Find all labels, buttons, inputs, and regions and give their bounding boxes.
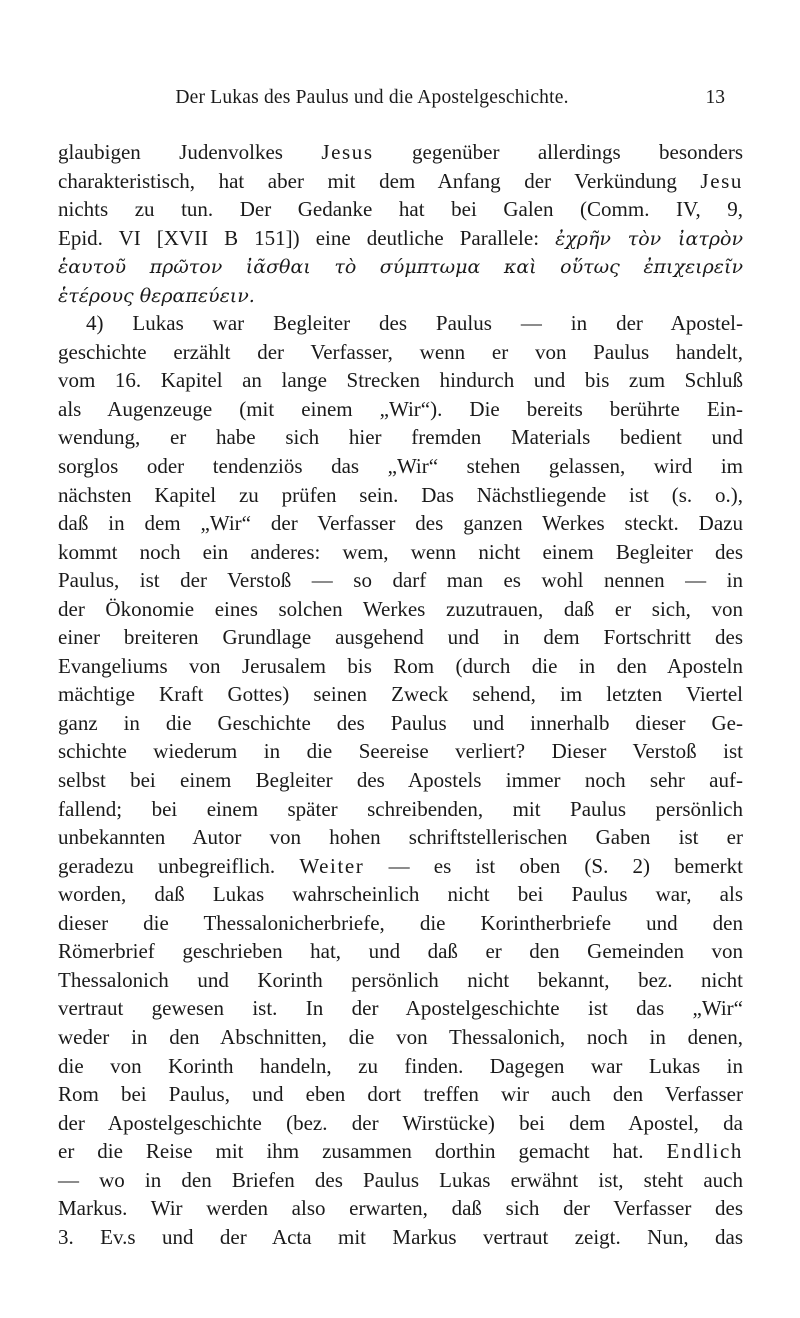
text-line: wendung, er habe sich hier fremden Materials bedient und bbox=[58, 425, 743, 450]
text-line: ἑαυτοῦ πρῶτον ἰᾶσθαι τὸ σύμπτωμα καὶ οὕτως ἐπιχειρεῖν bbox=[58, 256, 743, 279]
text-line: Evangeliums von Jerusalem bis Rom (durch die in den Aposteln bbox=[58, 653, 743, 678]
text-line: glaubigen Judenvolkes Jesus gegenüber allerdings besonders bbox=[58, 140, 743, 164]
text-line: vom 16. Kapitel an lange Strecken hindurch und bis zum Schluß bbox=[58, 368, 743, 393]
text-line: 3. Ev.s und der Acta mit Markus vertraut zeigt. Nun, das bbox=[58, 1224, 743, 1249]
text-line: ganz in die Geschichte des Paulus und innerhalb dieser Ge- bbox=[58, 710, 743, 735]
text-line: vertraut gewesen ist. In der Apostelgeschichte ist das „Wir“ bbox=[58, 996, 743, 1021]
text-line: die von Korinth handeln, zu finden. Dagegen war Lukas in bbox=[58, 1053, 743, 1078]
body-text bbox=[58, 138, 743, 1251]
text-line: Rom bei Paulus, und eben dort treffen wir auch den Verfasser bbox=[58, 1082, 743, 1107]
text-line: fallend; bei einem später schreibenden, mit Paulus persönlich bbox=[58, 796, 743, 821]
text-line: dieser die Thessalonicherbriefe, die Korintherbriefe und den bbox=[58, 910, 743, 935]
text-line: weder in den Abschnitten, die von Thessalonich, noch in denen, bbox=[58, 1024, 743, 1049]
text-line: geradezu unbegreiflich. Weiter — es ist oben (S. 2) bemerkt bbox=[58, 853, 744, 878]
text-line: 4) Lukas war Begleiter des Paulus — in der Apostel- bbox=[86, 311, 743, 336]
page-number: 13 bbox=[705, 87, 725, 108]
text-line: er die Reise mit ihm zusammen dorthin gemacht hat. Endlich bbox=[58, 1139, 743, 1164]
text-line: kommt noch ein anderes: wem, wenn nicht einem Begleiter des bbox=[58, 539, 743, 564]
text-line: Römerbrief geschrieben hat, und daß er den Gemeinden von bbox=[58, 939, 743, 964]
text-line: schichte wiederum in die Seereise verliert? Dieser Verstoß ist bbox=[58, 739, 743, 764]
text-line: ἑτέρους θεραπεύειν. bbox=[58, 284, 255, 307]
text-line: nichts zu tun. Der Gedanke hat bei Galen (Comm. IV, 9, bbox=[58, 197, 743, 222]
running-head bbox=[0, 87, 800, 117]
text-line: unbekannten Autor von hohen schriftstellerischen Gaben ist er bbox=[58, 825, 743, 850]
running-title: Der Lukas des Paulus und die Apostelgeschichte. bbox=[175, 87, 569, 108]
text-line: Paulus, ist der Verstoß — so darf man es wohl nennen — in bbox=[58, 568, 743, 593]
text-line: charakteristisch, hat aber mit dem Anfang der Verkündung Jesu bbox=[58, 168, 743, 193]
text-line: der Apostelgeschichte (bez. der Wirstücke) bei dem Apostel, da bbox=[58, 1110, 743, 1135]
text-line: einer breiteren Grundlage ausgehend und in dem Fortschritt des bbox=[58, 625, 743, 650]
text-line: sorglos oder tendenziös das „Wir“ stehen gelassen, wird im bbox=[58, 454, 743, 479]
text-line: — wo in den Briefen des Paulus Lukas erwähnt ist, steht auch bbox=[58, 1167, 743, 1192]
text-line: selbst bei einem Begleiter des Apostels immer noch sehr auf- bbox=[58, 768, 743, 793]
text-line: Markus. Wir werden also erwarten, daß sich der Verfasser des bbox=[58, 1196, 743, 1221]
text-line: geschichte erzählt der Verfasser, wenn er von Paulus handelt, bbox=[58, 339, 743, 364]
text-line: mächtige Kraft Gottes) seinen Zweck sehend, im letzten Viertel bbox=[58, 682, 743, 707]
text-line: Epid. VI [XVII B 151]) eine deutliche Parallele: ἐχρῆν τὸν ἰατρὸν bbox=[58, 225, 744, 250]
text-line: Thessalonich und Korinth persönlich nicht bekannt, bez. nicht bbox=[58, 967, 743, 992]
text-line: daß in dem „Wir“ der Verfasser des ganzen Werkes steckt. Dazu bbox=[58, 511, 743, 536]
text-line: worden, daß Lukas wahrscheinlich nicht bei Paulus war, als bbox=[58, 882, 743, 907]
text-line: als Augenzeuge (mit einem „Wir“). Die bereits berührte Ein- bbox=[58, 396, 743, 421]
text-line: der Ökonomie eines solchen Werkes zuzutrauen, daß er sich, von bbox=[58, 596, 743, 621]
text-line: nächsten Kapitel zu prüfen sein. Das Nächstliegende ist (s. o.), bbox=[58, 482, 743, 507]
